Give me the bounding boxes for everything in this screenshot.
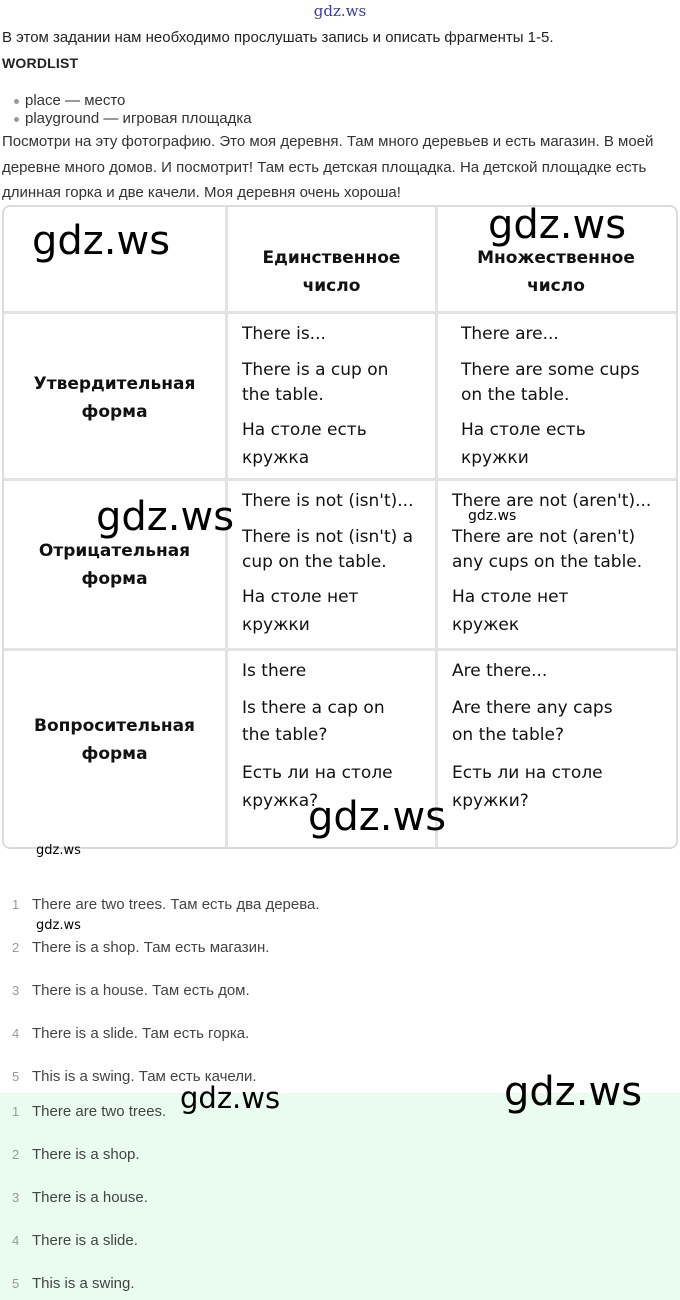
- item-number: 2: [12, 940, 20, 955]
- row-label-text: Вопросительная: [34, 716, 195, 736]
- watermark: gdz.ws: [32, 218, 171, 264]
- watermark: gdz.ws: [36, 843, 81, 858]
- item-text: There are two trees. Там есть два дерева.: [32, 896, 320, 913]
- header-text: число: [527, 276, 585, 296]
- item-text: This is a swing. Там есть качели.: [32, 1068, 257, 1085]
- row-label-text: форма: [81, 402, 148, 422]
- watermark: gdz.ws: [36, 918, 81, 933]
- bullet-icon: [14, 99, 19, 104]
- watermark: gdz.ws: [308, 794, 447, 840]
- watermark: gdz.ws: [488, 202, 627, 248]
- item-number: 3: [12, 1190, 20, 1205]
- cell-line: Are there any caps: [452, 698, 613, 718]
- cell-line: кружка?: [242, 791, 319, 811]
- watermark: gdz.ws: [468, 508, 517, 524]
- cell-line: There are not (aren't)...: [452, 491, 652, 511]
- row-label-text: Утвердительная: [33, 374, 196, 394]
- header-plural: [438, 244, 674, 300]
- item-text: There is a house.: [32, 1189, 148, 1206]
- wordlist-item: [14, 92, 125, 109]
- row-label-text: форма: [81, 744, 148, 764]
- site-watermark-top: gdz.ws: [313, 2, 367, 20]
- item-number: 4: [12, 1233, 20, 1248]
- header-text: Множественное: [477, 248, 635, 268]
- row-label-interrogative: [4, 712, 225, 768]
- item-text: This is a swing.: [32, 1275, 135, 1292]
- cell-line: There is not (isn't) a: [242, 527, 414, 547]
- table-divider: [4, 478, 676, 481]
- cell-line: Есть ли на столе: [452, 763, 603, 783]
- item-number: 5: [12, 1069, 20, 1084]
- table-divider: [4, 648, 676, 651]
- cell-line: There is...: [242, 324, 326, 344]
- cell-line: Есть ли на столе: [242, 763, 393, 783]
- cell-line: На столе есть: [242, 420, 367, 440]
- wordlist-title: WORDLIST: [2, 55, 79, 71]
- watermark: gdz.ws: [180, 1081, 281, 1115]
- cell-line: кружек: [452, 615, 520, 635]
- wordlist-item-text: place — место: [25, 92, 126, 109]
- wordlist-item: [14, 110, 252, 128]
- item-number: 4: [12, 1026, 20, 1041]
- cell-line: Is there a cap on: [242, 698, 385, 718]
- cell-line: There are...: [461, 324, 559, 344]
- cell-line: кружки: [242, 615, 310, 635]
- table-divider: [435, 207, 438, 847]
- item-number: 2: [12, 1147, 20, 1162]
- cell-line: Are there...: [452, 661, 548, 681]
- item-text: There is a house. Там есть дом.: [32, 982, 250, 999]
- cell-line: cup on the table.: [242, 552, 387, 572]
- cell-line: There are not (aren't): [452, 527, 636, 547]
- cell-line: the table?: [242, 725, 328, 745]
- cell-line: on the table.: [461, 385, 570, 405]
- item-number: 5: [12, 1276, 20, 1291]
- watermark: gdz.ws: [504, 1069, 643, 1115]
- header-singular: [228, 244, 435, 300]
- item-text: There are two trees.: [32, 1103, 167, 1120]
- cell-line: There is not (isn't)...: [242, 491, 414, 511]
- row-label-affirmative: [4, 370, 225, 426]
- header-text: Единственное: [262, 248, 401, 268]
- watermark: gdz.ws: [96, 494, 235, 540]
- cell-line: on the table?: [452, 725, 564, 745]
- bullet-icon: [14, 117, 19, 122]
- cell-line: There are some cups: [461, 360, 640, 380]
- table-divider: [4, 311, 676, 314]
- item-number: 1: [12, 897, 20, 912]
- item-number: 3: [12, 983, 20, 998]
- cell-line: кружка: [242, 448, 310, 468]
- cell-line: кружки: [461, 448, 529, 468]
- item-text: There is a slide.: [32, 1232, 138, 1249]
- item-text: There is a shop.: [32, 1146, 140, 1163]
- cell-line: кружки?: [452, 791, 529, 811]
- item-number: 1: [12, 1104, 20, 1119]
- cell-line: Is there: [242, 661, 307, 681]
- cell-line: На столе нет: [242, 587, 359, 607]
- row-label-negative: [4, 537, 225, 593]
- cell-line: the table.: [242, 385, 324, 405]
- cell-line: any cups on the table.: [452, 552, 643, 572]
- cell-line: На столе нет: [452, 587, 569, 607]
- cell-line: На столе есть: [461, 420, 586, 440]
- wordlist-item-text: playground — игровая площадка: [25, 110, 252, 127]
- task-intro: В этом задании нам необходимо прослушать запись и описать фрагменты 1-5.: [2, 29, 554, 46]
- row-label-text: Отрицательная: [38, 541, 191, 561]
- item-text: There is a shop. Там есть магазин.: [32, 939, 270, 956]
- header-text: число: [302, 276, 361, 296]
- row-label-text: форма: [81, 569, 148, 589]
- passage-text: Посмотри на эту фотографию. Это моя деревня. Там много деревьев и есть магазин. В моей деревне много домов. И посмотрит! Там есть детская площадка. На детской площадке есть длинная горка и две качели. Моя деревня очень хороша!: [2, 133, 654, 201]
- item-text: There is a slide. Там есть горка.: [32, 1025, 250, 1042]
- cell-line: There is a cup on: [242, 360, 389, 380]
